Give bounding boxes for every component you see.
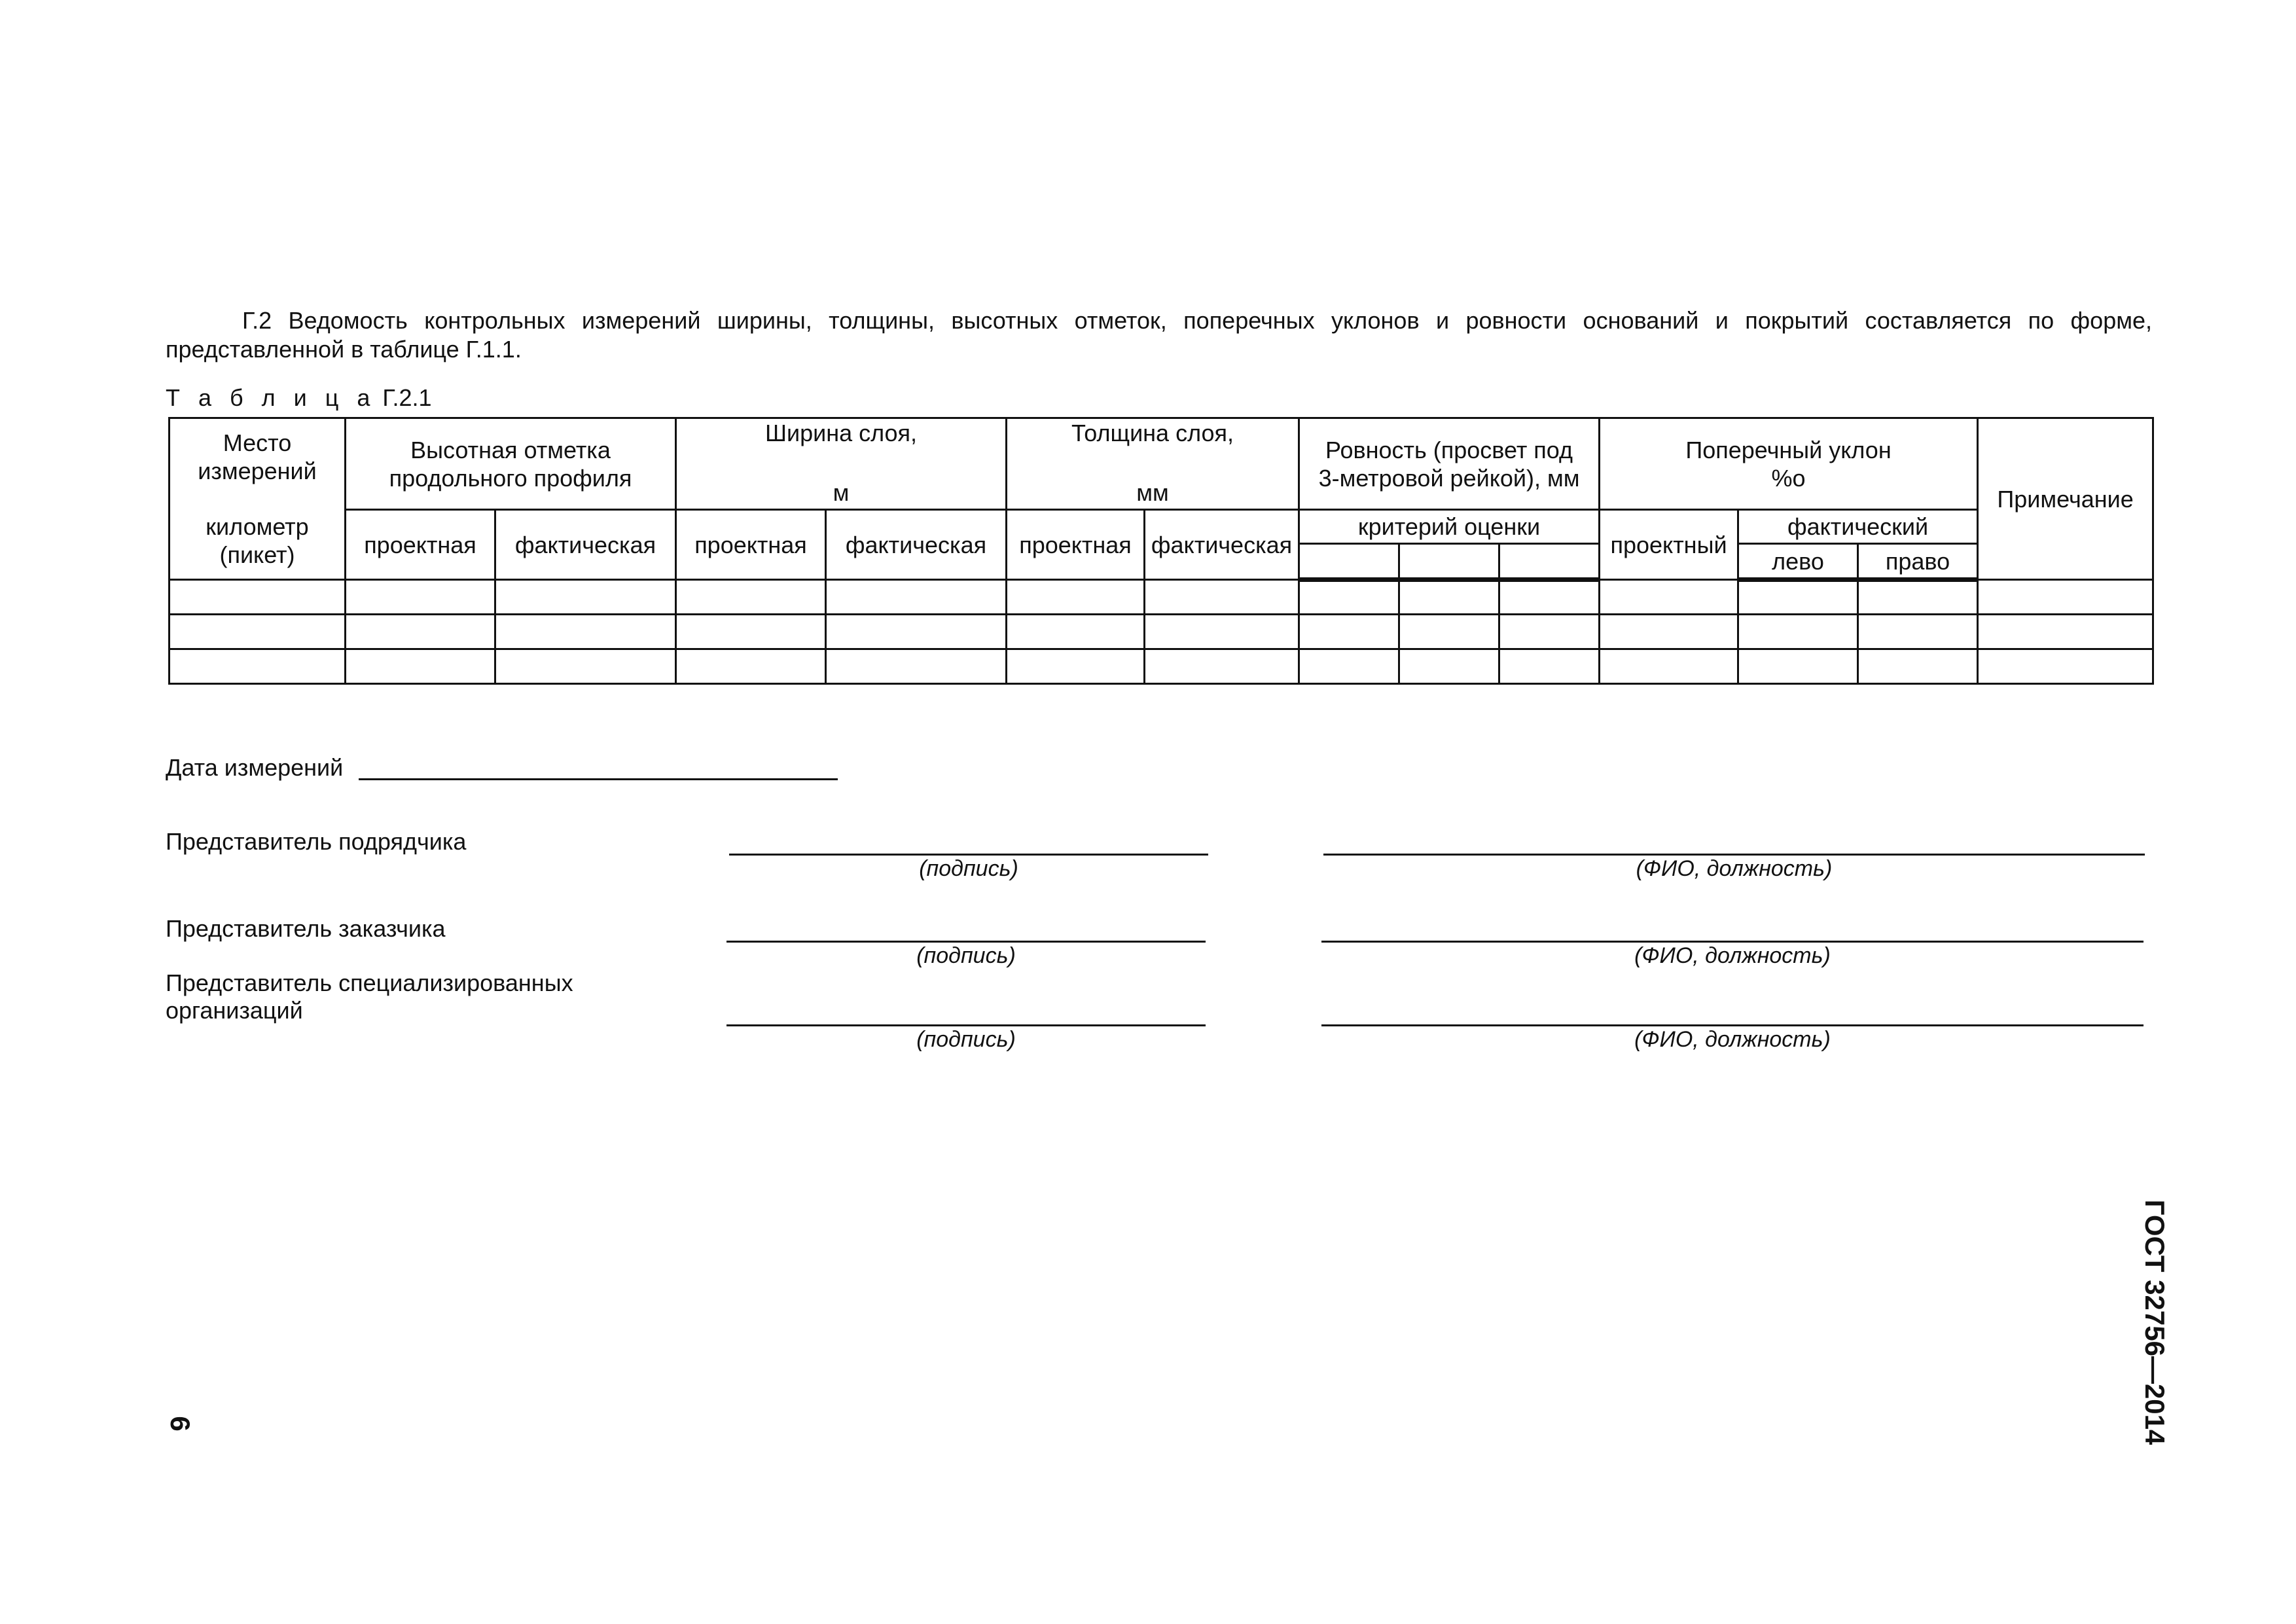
table-cell[interactable] bbox=[495, 649, 676, 684]
table-cell[interactable] bbox=[676, 580, 826, 615]
slope-right-header: право bbox=[1858, 544, 1978, 580]
table-cell[interactable] bbox=[826, 580, 1007, 615]
header-row-1 bbox=[170, 418, 2153, 510]
table-cell[interactable] bbox=[1299, 649, 1399, 684]
table-caption-id: Г.2.1 bbox=[382, 384, 432, 411]
place-label: Место измерений bbox=[198, 429, 317, 484]
header-row-2 bbox=[170, 510, 2153, 544]
criterion-cell-3 bbox=[1499, 544, 1600, 580]
date-field-line[interactable] bbox=[359, 778, 838, 780]
table-cell[interactable] bbox=[1600, 649, 1738, 684]
table-row bbox=[170, 580, 2153, 615]
customer-name-hint: (ФИО, должность) bbox=[1634, 943, 1831, 968]
table-cell[interactable] bbox=[346, 580, 495, 615]
table-cell[interactable] bbox=[676, 649, 826, 684]
table-cell[interactable] bbox=[1299, 580, 1399, 615]
criterion-cell-1 bbox=[1299, 544, 1399, 580]
width-unit: м bbox=[833, 479, 850, 506]
slope-unit: %о bbox=[1771, 464, 1806, 492]
table-cell[interactable] bbox=[1145, 615, 1299, 649]
table-caption bbox=[166, 384, 432, 412]
width-label: Ширина слоя, bbox=[764, 420, 918, 446]
width-design-header: проектная bbox=[676, 510, 826, 580]
table-cell[interactable] bbox=[1399, 649, 1499, 684]
table-cell[interactable] bbox=[1738, 649, 1858, 684]
table-cell[interactable] bbox=[1858, 615, 1978, 649]
table-cell[interactable] bbox=[170, 580, 346, 615]
table-cell[interactable] bbox=[495, 580, 676, 615]
table-cell[interactable] bbox=[170, 615, 346, 649]
thickness-unit: мм bbox=[1136, 479, 1169, 506]
specialized-label: Представитель специализированных организаций bbox=[166, 969, 573, 1024]
contractor-label: Представитель подрядчика bbox=[166, 828, 467, 855]
table-cell[interactable] bbox=[1499, 649, 1600, 684]
thickness-actual-header: фактическая bbox=[1145, 510, 1299, 580]
table-cell[interactable] bbox=[495, 615, 676, 649]
table-row bbox=[170, 649, 2153, 684]
slope-design-header: проектный bbox=[1600, 510, 1738, 580]
thickness-header bbox=[1007, 418, 1299, 510]
specialized-signature-hint: (подпись) bbox=[916, 1027, 1016, 1052]
place-header bbox=[170, 418, 346, 580]
table-cell[interactable] bbox=[1145, 580, 1299, 615]
km-label: километр (пикет) bbox=[206, 513, 309, 568]
criterion-cell-2 bbox=[1399, 544, 1499, 580]
contractor-name-hint: (ФИО, должность) bbox=[1636, 856, 1833, 881]
table-cell[interactable] bbox=[1738, 615, 1858, 649]
slope-actual-header: фактический bbox=[1738, 510, 1978, 544]
slope-header bbox=[1600, 418, 1978, 510]
note-header: Примечание bbox=[1978, 418, 2153, 580]
table-caption-word: Т а б л и ц а bbox=[166, 384, 376, 411]
page-number-text: 6 bbox=[165, 1416, 196, 1432]
page-number bbox=[164, 1407, 196, 1440]
table-cell[interactable] bbox=[826, 615, 1007, 649]
table-cell[interactable] bbox=[346, 615, 495, 649]
table-cell[interactable] bbox=[1858, 649, 1978, 684]
table-cell[interactable] bbox=[1399, 580, 1499, 615]
table-cell[interactable] bbox=[1499, 580, 1600, 615]
table-cell[interactable] bbox=[1299, 615, 1399, 649]
table-row bbox=[170, 615, 2153, 649]
standard-designation bbox=[2135, 1198, 2174, 1447]
slope-left-header: лево bbox=[1738, 544, 1858, 580]
customer-label: Представитель заказчика bbox=[166, 915, 446, 942]
table-cell[interactable] bbox=[1145, 649, 1299, 684]
specialized-name-hint: (ФИО, должность) bbox=[1634, 1027, 1831, 1052]
table-cell[interactable] bbox=[346, 649, 495, 684]
table-cell[interactable] bbox=[1978, 649, 2153, 684]
table-cell[interactable] bbox=[1978, 580, 2153, 615]
width-header bbox=[676, 418, 1007, 510]
table-cell[interactable] bbox=[1600, 615, 1738, 649]
height-mark-header: Высотная отметка продольного профиля bbox=[346, 418, 676, 510]
slope-label: Поперечный уклон bbox=[1685, 436, 1892, 463]
height-design-header: проектная bbox=[346, 510, 495, 580]
table-cell[interactable] bbox=[1007, 580, 1145, 615]
table-cell[interactable] bbox=[1399, 615, 1499, 649]
table-cell[interactable] bbox=[1007, 615, 1145, 649]
table-cell[interactable] bbox=[1738, 580, 1858, 615]
table-cell[interactable] bbox=[1499, 615, 1600, 649]
thickness-label: Толщина слоя, bbox=[1071, 420, 1234, 446]
table-cell[interactable] bbox=[676, 615, 826, 649]
table-cell[interactable] bbox=[826, 649, 1007, 684]
height-actual-header: фактическая bbox=[495, 510, 676, 580]
table-cell[interactable] bbox=[1858, 580, 1978, 615]
width-actual-header: фактическая bbox=[826, 510, 1007, 580]
thickness-design-header: проектная bbox=[1007, 510, 1145, 580]
table-cell[interactable] bbox=[1007, 649, 1145, 684]
standard-designation-text: ГОСТ 32756—2014 bbox=[2140, 1199, 2170, 1445]
date-label: Дата измерений bbox=[166, 754, 344, 781]
table-cell[interactable] bbox=[1600, 580, 1738, 615]
evenness-header: Ровность (просвет под 3-метровой рейкой), мм bbox=[1299, 418, 1600, 510]
table-cell[interactable] bbox=[1978, 615, 2153, 649]
intro-paragraph: Г.2 Ведомость контрольных измерений ширины, толщины, высотных отметок, поперечных уклонов и ровности оснований и покрытий составляется по форме, представленной в таблице Г.1.1. bbox=[166, 307, 2152, 363]
measurement-table bbox=[168, 417, 2154, 685]
contractor-signature-hint: (подпись) bbox=[919, 856, 1018, 881]
customer-signature-hint: (подпись) bbox=[916, 943, 1016, 968]
criterion-header: критерий оценки bbox=[1299, 510, 1600, 544]
table-cell[interactable] bbox=[170, 649, 346, 684]
